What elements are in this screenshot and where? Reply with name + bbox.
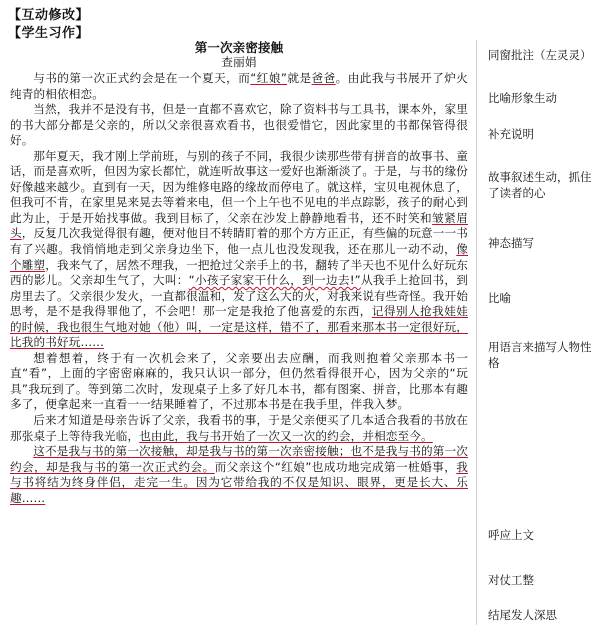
annotation-metaphor: 比喻: [488, 291, 511, 305]
paragraph-5: 后来才知道是母亲告诉了父亲，我看书的事，于是父亲便买了几本适合我看的书放在那张桌子上等待我光临，也由此，我与书开始了一次又一次的约会，并相恋至今。: [10, 413, 468, 443]
paragraph-1: 与书的第一次正式约会是在一个夏天，而“红娘”就是爸爸。由此我与书展开了炉火纯青的相依相恋。: [10, 71, 468, 101]
annotation-parallelism: 对仗工整: [488, 573, 534, 587]
underline-parallelism: 这不是我与书的第一次接触，却是我与书的第一次亲密接触；也不是我与书的第一次约会，却是我与书的第一次正式约会。: [10, 444, 468, 474]
annotation-echo: 呼应上文: [488, 528, 534, 542]
annotation-reviewer: 同窗批注（左灵灵）: [488, 48, 592, 62]
underline-echo: 也由此，我与书开始了一次又一次的约会，并相恋至今。: [139, 428, 433, 443]
annotation-dialogue: 用语言来描写人物性格: [488, 340, 592, 370]
annotation-metaphor-vivid: 比喻形象生动: [488, 91, 557, 105]
underline-frown: 皱紧眉头: [10, 210, 468, 241]
paragraph-4: 想着想着，终于有一次机会来了，父亲要出去应酬，而我则抱着父亲那本书一直“看”，上面的字密密麻麻的，我只认识一部分，但仍然看得很开心，因为父亲的“玩具”我玩到了。等到第二次时，发现桌子上多了好几本书，都有图案、拼音，比那本有趣多了，便拿起来一直看一一结果睡着了，不过那本书是在我手里，伴我入梦。: [10, 350, 468, 412]
underline-ending: 我与书将结为终身伴侣，走完一生。因为它带给我的不仅是知识、眼界，更是长大、乐趣……: [10, 459, 468, 505]
margin-divider: [476, 40, 477, 625]
section-header-interactive-revision: 【互动修改】: [8, 8, 90, 23]
paragraph-3: 那年夏天，我才刚上学前班，与别的孩子不同，我很少读那些带有拼音的故事书、童话，而是喜欢听，但因为家长都忙，就连听故事这一爱好也渐渐淡了。于是，与书的缘份好像越来越少。直到有一天，因为维修电路的缘故而停电了。就这样，宝贝电视休息了，但我可不肯，在家里晃来晃去等着来电，但一个上午也不见电的半点踪影，孩子的耐心到此为止，于是开始找事做。我到目标了，父亲在沙发上静静地看书，还不时笑和皱紧眉头，反复几次我觉得很有趣，便对他目不转睛盯着的那个方方正正，有些偏的玩意一一书有了兴趣。我悄悄地走到父亲身边坐下，他一点儿也没发现我，还在那儿一动不动，像个雕塑，我来气了，居然不理我，一把抢过父亲手上的书，翻转了半天也不见什么好玩东西的影儿。父亲却生气了，大叫：“小孩子家家干什么，到一边去!”从我手上抢回书，到房里去了。父亲很少发火，一直都很温和，发了这么大的火，对我来说有些奇怪。我开始思考，是不是我得罪他了，不会吧！那一定是我抢了他喜爱的东西，记得别人抢我娃娃的时候，我也很生气地对她（他）叫，一定是这样，错不了，那看来那本书一定很好玩，比我的书好玩……: [10, 148, 469, 350]
underline-reasoning: 记得别人抢我娃娃的时候，我也很生气地对她（他）叫，一定是这样，错不了，那看来那本书一定很好玩，比我的书好玩……: [10, 304, 469, 350]
underline-statue: 像个雕塑: [10, 242, 468, 272]
underline-matchmaker: “红娘”: [250, 71, 288, 85]
section-header-student-essay: 【学生习作】: [8, 26, 90, 41]
paragraph-6: 这不是我与书的第一次接触，却是我与书的第一次亲密接触；也不是我与书的第一次约会，却是我与书的第一次正式约会。而父亲这个“红娘”也成功地完成第一桩婚事，我与书将结为终身伴侣，走完一生。因为它带给我的不仅是知识、眼界，更是长大、乐趣……: [10, 444, 468, 505]
essay-body: [10, 40, 468, 506]
annotation-expression: 神态描写: [488, 236, 534, 250]
annotation-narration: 故事叙述生动，抓住了读者的心: [488, 170, 592, 200]
essay-title: 第一次亲密接触: [194, 40, 284, 55]
essay-author: 查丽娟: [221, 55, 257, 69]
paragraph-2: 当然，我并不是没有书，但是一直都不喜欢它，除了资料书与工具书，课本外，家里的书大部分都是父亲的，所以父亲很喜欢看书，也很爱惜它，因此家里的书都保管得很好。: [10, 102, 468, 148]
annotation-ending: 结尾发人深思: [488, 608, 557, 622]
underline-father-speech: “小孩子家家干什么，到一边去!”: [188, 273, 361, 288]
annotation-supplement: 补充说明: [488, 127, 534, 141]
underline-dad: 爸爸: [311, 71, 336, 85]
